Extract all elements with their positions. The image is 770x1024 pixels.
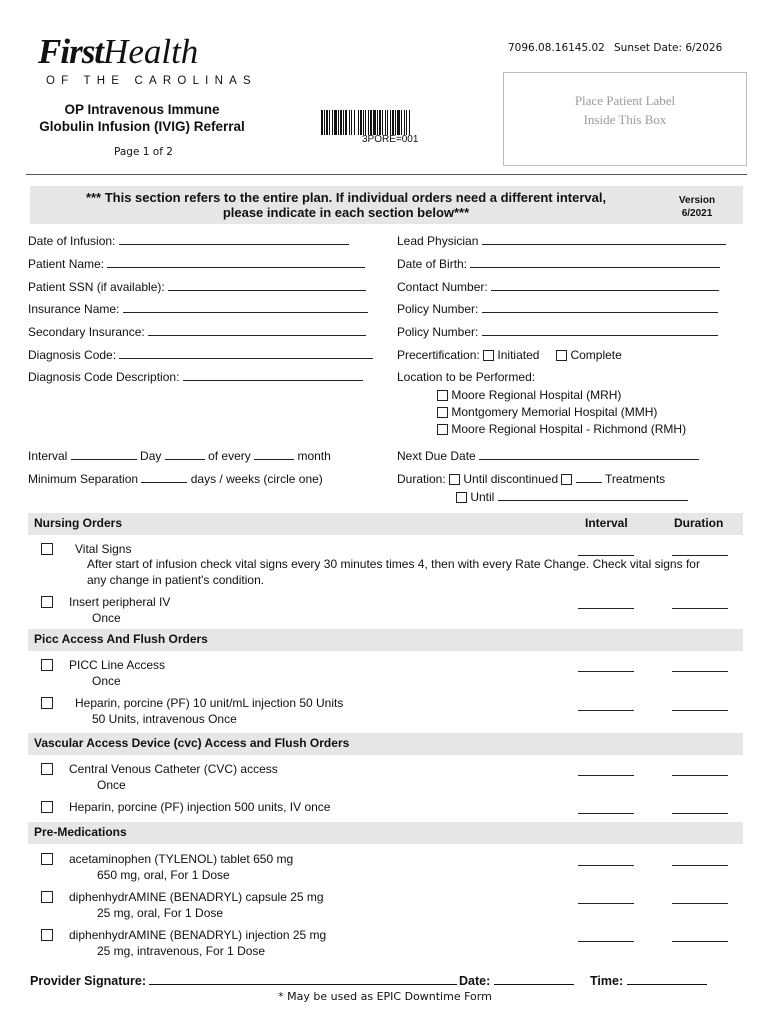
duration-blank[interactable]: [672, 865, 728, 866]
interval-field[interactable]: Interval Day of every month: [28, 449, 331, 463]
label-box-line2: Inside This Box: [583, 112, 667, 127]
duration-blank[interactable]: [672, 608, 728, 609]
form-title: [26, 101, 258, 135]
field-secondary-insurance[interactable]: Secondary Insurance:: [28, 325, 366, 339]
duration-blank[interactable]: [672, 555, 728, 556]
section-picc-access: Picc Access And Flush Orders: [28, 629, 743, 651]
duration-blank[interactable]: [672, 710, 728, 711]
order-cvc-access: Central Venous Catheter (CVC) access Once: [69, 762, 278, 792]
logo-first: First: [38, 32, 104, 71]
order-vital-signs-detail: After start of infusion check vital signs every 30 minutes times 4, then with every Rate Change. Check vital signs for any change in patient's condition.: [87, 557, 700, 587]
plan-notice-line1: *** This section refers to the entire plan. If individual orders need a different interval,: [85, 190, 607, 205]
plan-notice-line2: please indicate in each section below***: [222, 205, 470, 220]
section-nursing-orders: Nursing Orders Interval Duration: [28, 513, 743, 535]
form-title-line1: OP Intravenous Immune: [64, 102, 220, 117]
order-benadryl-capsule: diphenhydrAMINE (BENADRYL) capsule 25 mg 25 mg, oral, For 1 Dose: [69, 890, 324, 920]
field-lead-physician[interactable]: Lead Physician: [397, 234, 726, 248]
version-date: 6/2021: [681, 208, 713, 219]
precert-initiated-checkbox[interactable]: [483, 350, 494, 361]
duration-blank[interactable]: [672, 775, 728, 776]
signature-time-field[interactable]: Time:: [590, 973, 707, 988]
location-mmh-checkbox[interactable]: [437, 407, 448, 418]
field-patient-ssn[interactable]: Patient SSN (if available):: [28, 280, 366, 294]
downtime-note: * May be used as EPIC Downtime Form: [278, 990, 492, 1003]
page-number: Page 1 of 2: [114, 146, 173, 158]
field-policy-number-1[interactable]: Policy Number:: [397, 302, 718, 316]
duration-blank[interactable]: [672, 671, 728, 672]
order-checkbox-tylenol[interactable]: [41, 853, 53, 865]
order-heparin-picc: Heparin, porcine (PF) 10 unit/mL injection 50 Units 50 Units, intravenous Once: [75, 696, 344, 726]
patient-label-box: [503, 72, 747, 166]
interval-blank[interactable]: [578, 775, 634, 776]
order-insert-iv: Insert peripheral IV Once: [69, 595, 171, 625]
section-pre-medications: Pre-Medications: [28, 822, 743, 844]
next-due-date-field[interactable]: Next Due Date: [397, 449, 699, 463]
duration-until-discontinued-checkbox[interactable]: [449, 474, 460, 485]
minimum-separation-field[interactable]: Minimum Separation days / weeks (circle one): [28, 472, 323, 486]
logo-subtitle: OF THE CAROLINAS: [46, 75, 257, 87]
signature-date-field[interactable]: Date:: [459, 973, 574, 988]
plan-notice-bar: [30, 186, 743, 224]
top-rule: [26, 174, 747, 175]
order-checkbox-insert-iv[interactable]: [41, 596, 53, 608]
order-benadryl-injection: diphenhydrAMINE (BENADRYL) injection 25 mg 25 mg, intravenous, For 1 Dose: [69, 928, 327, 958]
logo-health: Health: [103, 32, 199, 71]
order-checkbox-heparin-cvc[interactable]: [41, 801, 53, 813]
interval-blank[interactable]: [578, 671, 634, 672]
field-patient-name[interactable]: Patient Name:: [28, 257, 365, 271]
order-checkbox-picc-line[interactable]: [41, 659, 53, 671]
duration-until-field[interactable]: Until: [456, 490, 688, 504]
order-checkbox-vital-signs[interactable]: [41, 543, 53, 555]
section-cvc-access: Vascular Access Device (cvc) Access and Flush Orders: [28, 733, 743, 755]
interval-blank[interactable]: [578, 813, 634, 814]
provider-signature-field[interactable]: Provider Signature:: [30, 973, 457, 988]
location-label: Location to be Performed:: [397, 370, 536, 384]
order-vital-signs: Vital Signs: [75, 542, 132, 556]
order-checkbox-heparin-picc[interactable]: [41, 697, 53, 709]
precertification: Precertification: Initiated Complete: [397, 348, 622, 362]
interval-blank[interactable]: [578, 941, 634, 942]
interval-blank[interactable]: [578, 608, 634, 609]
form-code: 7096.08.16145.02: [508, 42, 605, 54]
field-diagnosis-code[interactable]: Diagnosis Code:: [28, 348, 373, 362]
duration-treatments-checkbox[interactable]: [561, 474, 572, 485]
duration-field: Duration: Until discontinued Treatments: [397, 472, 666, 486]
field-policy-number-2[interactable]: Policy Number:: [397, 325, 718, 339]
barcode: [321, 110, 457, 135]
field-contact-number[interactable]: Contact Number:: [397, 280, 719, 294]
location-mrh-checkbox[interactable]: [437, 390, 448, 401]
order-heparin-cvc: Heparin, porcine (PF) injection 500 units, IV once: [69, 800, 331, 814]
duration-blank[interactable]: [672, 903, 728, 904]
order-checkbox-benadryl-injection[interactable]: [41, 929, 53, 941]
field-date-of-birth[interactable]: Date of Birth:: [397, 257, 720, 271]
location-mrh[interactable]: Moore Regional Hospital (MRH): [437, 388, 621, 402]
barcode-text: 3PORE=001: [362, 134, 419, 145]
column-interval-header: Interval: [585, 516, 628, 530]
order-checkbox-benadryl-capsule[interactable]: [41, 891, 53, 903]
field-date-of-infusion[interactable]: Date of Infusion:: [28, 234, 349, 248]
location-rmh[interactable]: Moore Regional Hospital - Richmond (RMH): [437, 422, 686, 436]
column-duration-header: Duration: [674, 516, 724, 530]
duration-blank[interactable]: [672, 941, 728, 942]
interval-blank[interactable]: [578, 710, 634, 711]
sunset-date: Sunset Date: 6/2026: [614, 42, 723, 54]
field-diagnosis-description[interactable]: Diagnosis Code Description:: [28, 370, 363, 384]
version-label: Version: [678, 195, 716, 206]
order-checkbox-cvc-access[interactable]: [41, 763, 53, 775]
interval-blank[interactable]: [578, 903, 634, 904]
order-picc-line: PICC Line Access Once: [69, 658, 166, 688]
logo: [38, 32, 198, 76]
location-rmh-checkbox[interactable]: [437, 424, 448, 435]
interval-blank[interactable]: [578, 555, 634, 556]
precert-complete-checkbox[interactable]: [556, 350, 567, 361]
label-box-line1: Place Patient Label: [574, 93, 676, 108]
duration-until-checkbox[interactable]: [456, 492, 467, 503]
form-title-line2: Globulin Infusion (IVIG) Referral: [39, 119, 245, 134]
order-tylenol: acetaminophen (TYLENOL) tablet 650 mg 650 mg, oral, For 1 Dose: [69, 852, 294, 882]
field-insurance-name[interactable]: Insurance Name:: [28, 302, 368, 316]
version: [666, 194, 728, 220]
interval-blank[interactable]: [578, 865, 634, 866]
location-mmh[interactable]: Montgomery Memorial Hospital (MMH): [437, 405, 657, 419]
duration-blank[interactable]: [672, 813, 728, 814]
plan-notice: [30, 190, 662, 220]
